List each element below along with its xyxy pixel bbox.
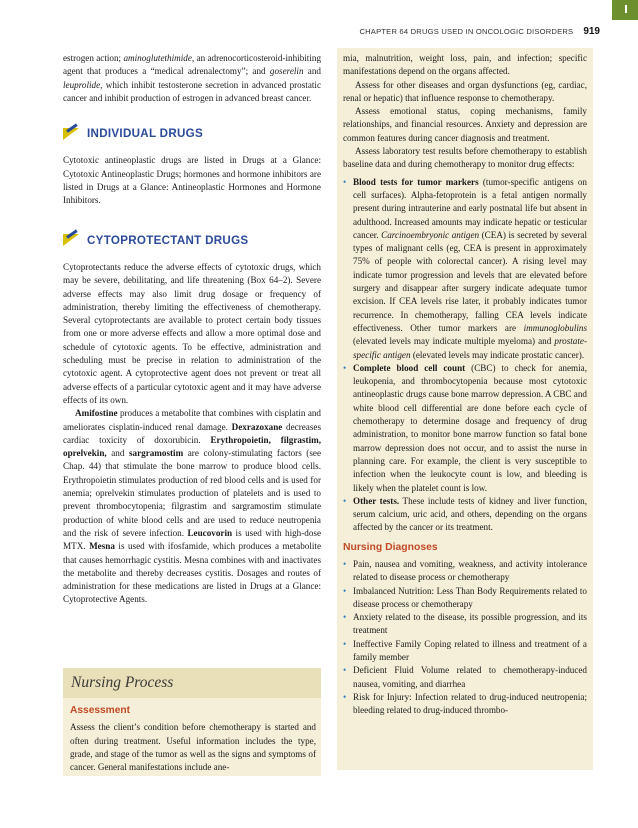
running-header <box>359 22 600 40</box>
assessment-heading: Assessment <box>70 705 131 716</box>
right-column <box>337 48 593 770</box>
right-paragraph-3: Assess emotional status, coping mechanisms, family relationships, and financial resources. Anxiety and depression are common features during cancer diagnosis and treatment. <box>343 106 587 143</box>
chapter-title: CHAPTER 64 DRUGS USED IN ONCOLOGIC DISORDERS <box>359 26 574 36</box>
right-paragraph-1: mia, malnutrition, weight loss, pain, and infection; specific manifestations depend on the organs affected. <box>343 53 587 77</box>
pencil-icon <box>63 234 79 246</box>
list-item: • Imbalanced Nutrition: Less Than Body Requirements related to disease process or chemotherapy <box>343 585 587 612</box>
page-number: 919 <box>583 25 600 37</box>
cytoprotectant-heading: CYTOPROTECTANT DRUGS <box>63 234 321 247</box>
list-item: • Risk for Injury: Infection related to drug-induced neutropenia; bleeding related to drug-induced thrombo- <box>343 691 587 718</box>
individual-drugs-heading: INDIVIDUAL DRUGS <box>63 127 321 140</box>
nursing-diagnoses-heading: Nursing Diagnoses <box>343 541 438 553</box>
nursing-diagnoses-list <box>343 558 587 718</box>
intro-paragraph: estrogen action; aminoglutethimide, an adrenocorticosteroid-inhibiting agent that produces a “medical adrenalectomy”; and goserelin and leuprolide, which inhibit testosterone secretion in advanced prostatic cancer and inhibit production of estrogen in advanced breast cancer. <box>63 53 322 103</box>
page-corner-tab <box>612 0 638 20</box>
left-column <box>63 52 321 607</box>
nursing-process-title: Nursing Process <box>63 668 321 698</box>
nursing-process-box <box>63 668 321 776</box>
list-item: • Other tests. These include tests of kidney and liver function, serum calcium, uric acid, and others, depending on the organs affected by the cancer or its treatment. <box>343 495 587 535</box>
list-item: • Blood tests for tumor markers (tumor-specific antigens on cell surfaces). Alpha-fetoprotein is a fetal antigen normally present during intrauterine and early postnatal life but absent in adulthood. Increased amounts may indicate hepatic or testicular cancer. Carcinoembryonic antigen (CEA) is secreted by several types of malignant cells (eg, CEA is present in approximately 75% of people with colorectal cancer). A rising level may indicate tumor progression and levels that are elevated before surgery and disappear after surgery indicate adequate tumor excision. If CEA levels rise later, it probably indicates tumor recurrence. In chemotherapy, falling CEA levels indicate effectiveness. Other tumor markers are immunoglobulins (elevated levels may indicate multiple myeloma) and prostate-specific antigen (elevated levels may indicate prostatic cancer). <box>343 176 587 362</box>
assessment-paragraph: Assess the client’s condition before chemotherapy is started and often during treatment. Useful information includes the type, grade, and stage of the tumor as well as the signs and symptoms of cancer. General manifestations include ane- <box>70 722 316 773</box>
right-paragraph-4: Assess laboratory test results before chemotherapy to establish baseline data and during chemotherapy to monitor drug effects: <box>343 146 587 170</box>
cytoprotectant-paragraph: Cytoprotectants reduce the adverse effects of cytotoxic drugs, which may be severe, debilitating, and life threatening (Box 64–2). Severe adverse effects may also limit drug dosage or frequency of administration, thereby limiting the effectiveness of chemotherapy. Several cytoprotectants are available to protect certain body tissues from one or more adverse effects and allow a more optimal dose and schedule of cytotoxic agents. To be effective, administration and scheduling must be precise in relation to administration of the cytotoxic agent. A cytoprotective agent does not prevent or treat all adverse effects of a particular cytotoxic agent and it may have adverse effects of its own. <box>63 261 321 405</box>
individual-drugs-paragraph: Cytotoxic antineoplastic drugs are listed in Drugs at a Glance: Cytotoxic Antineoplastic Drugs; hormones and hormone inhibitors are listed in Drugs at a Glance: Antineoplastic Hormones and Hormone Inhibitors. <box>63 155 321 206</box>
pencil-icon <box>63 128 79 140</box>
list-item: • Deficient Fluid Volume related to chemotherapy-induced nausea, vomiting, and diarrhea <box>343 664 587 691</box>
right-paragraph-2: Assess for other diseases and organ dysfunctions (eg, cardiac, renal or hepatic) that influence response to chemotherapy. <box>343 79 587 103</box>
lab-tests-list <box>343 176 587 535</box>
list-item: • Pain, nausea and vomiting, weakness, and activity intolerance related to disease process or chemotherapy <box>343 558 587 585</box>
list-item: • Anxiety related to the disease, its possible progression, and its treatment <box>343 611 587 638</box>
list-item: • Complete blood cell count (CBC) to check for anemia, leukopenia, and thrombocytopenia because most cytotoxic antineoplastic drugs cause bone marrow depression. A CBC and white blood cell differential are done before each cycle of chemotherapy to determine dosage and frequency of drug administration, to monitor bone marrow function so fatal bone marrow depression does not occur, and to assist the nurse in planning care. For example, the client is very susceptible to infection when the leukocyte count is low, and bleeding is likely when the platelet count is low. <box>343 362 587 495</box>
list-item: • Ineffective Family Coping related to illness and treatment of a family member <box>343 638 587 665</box>
cytoprotectant-agents-paragraph: Amifostine produces a metabolite that combines with cisplatin and ameliorates cisplatin-induced renal damage. Dexrazoxane decreases cardiac toxicity of doxorubicin. Erythropoietin, filgrastim, oprelvekin, and sargramostim are colony-stimulating factors (see Chap. 44) that stimulate the bone marrow to produce blood cells. Erythropoietin stimulates production of red blood cells and is used for anemia; oprelvekin stimulates production of platelets and is used to prevent thrombocytopenia; filgrastim and sargramostim stimulate production of white blood cells and are used to reduce neutropenia and the risk of severe infection. Leucovorin is used with high-dose MTX. Mesna is used with ifosfamide, which produces a metabolite that causes hemorrhagic cystitis. Mesna combines with and inactivates the metabolite and thereby decreases cystitis. Dosages and routes of administration for these medications are listed in Drugs at a Glance: Cytoprotective Agents. <box>63 408 321 605</box>
